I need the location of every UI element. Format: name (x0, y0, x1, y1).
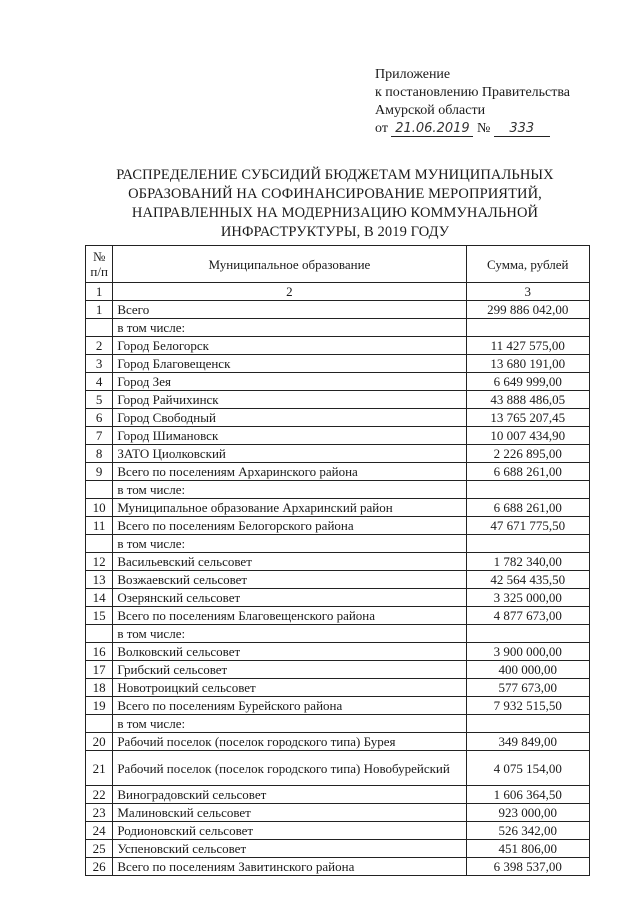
row-sum: 43 888 486,05 (466, 391, 589, 409)
row-sum: 299 886 042,00 (466, 301, 589, 319)
row-sum: 1 606 364,50 (466, 786, 589, 804)
table-row (86, 463, 590, 481)
row-municipality: Всего по поселениям Бурейского района (113, 697, 466, 715)
table-row (86, 571, 590, 589)
number-label: № (476, 121, 491, 136)
col-number-1: 1 (86, 283, 113, 301)
row-sum: 11 427 575,00 (466, 337, 589, 355)
row-municipality: Озерянский сельсовет (113, 589, 466, 607)
row-number: 9 (86, 463, 113, 481)
row-number: 6 (86, 409, 113, 427)
row-municipality: Всего (113, 301, 466, 319)
decree-date-line (375, 120, 570, 138)
table-row (86, 535, 590, 553)
row-sum (466, 535, 589, 553)
row-sum: 451 806,00 (466, 840, 589, 858)
row-number: 11 (86, 517, 113, 535)
row-municipality: Новотроицкий сельсовет (113, 679, 466, 697)
appendix-header (375, 66, 570, 138)
row-municipality: Виноградовский сельсовет (113, 786, 466, 804)
table-row (86, 319, 590, 337)
header-sum: Сумма, рублей (466, 246, 589, 283)
row-number (86, 715, 113, 733)
row-municipality: Всего по поселениям Благовещенского района (113, 607, 466, 625)
row-number: 18 (86, 679, 113, 697)
table-row (86, 553, 590, 571)
row-number: 19 (86, 697, 113, 715)
row-municipality: Город Райчихинск (113, 391, 466, 409)
row-sum: 6 688 261,00 (466, 499, 589, 517)
row-municipality: Город Зея (113, 373, 466, 391)
table-row (86, 589, 590, 607)
row-municipality: ЗАТО Циолковский (113, 445, 466, 463)
table-row (86, 804, 590, 822)
header-municipality: Муниципальное образование (113, 246, 466, 283)
table-row (86, 355, 590, 373)
table-row (86, 661, 590, 679)
col-number-3: 3 (466, 283, 589, 301)
row-number: 4 (86, 373, 113, 391)
table-row (86, 607, 590, 625)
row-municipality: Грибский сельсовет (113, 661, 466, 679)
table-row (86, 445, 590, 463)
header-no: № п/п (86, 246, 113, 283)
row-municipality: Малиновский сельсовет (113, 804, 466, 822)
table-row (86, 499, 590, 517)
table-row (86, 858, 590, 876)
row-municipality: Всего по поселениям Белогорского района (113, 517, 466, 535)
row-number: 25 (86, 840, 113, 858)
row-municipality: Рабочий поселок (поселок городского типа) Бурея (113, 733, 466, 751)
row-sum: 6 649 999,00 (466, 373, 589, 391)
row-municipality: Город Белогорск (113, 337, 466, 355)
row-municipality: в том числе: (113, 715, 466, 733)
row-number: 3 (86, 355, 113, 373)
table-row (86, 409, 590, 427)
row-sum: 10 007 434,90 (466, 427, 589, 445)
row-sum: 4 877 673,00 (466, 607, 589, 625)
row-number: 22 (86, 786, 113, 804)
table-row (86, 679, 590, 697)
table-row (86, 301, 590, 319)
row-number: 8 (86, 445, 113, 463)
table-row (86, 643, 590, 661)
table-row (86, 427, 590, 445)
table-row (86, 840, 590, 858)
region-name: Амурской области (375, 103, 486, 118)
row-sum: 923 000,00 (466, 804, 589, 822)
row-sum (466, 715, 589, 733)
row-number: 7 (86, 427, 113, 445)
row-sum: 1 782 340,00 (466, 553, 589, 571)
row-sum: 6 398 537,00 (466, 858, 589, 876)
decree-number: 333 (494, 122, 550, 137)
row-municipality: Муниципальное образование Архаринский район (113, 499, 466, 517)
row-municipality: Васильевский сельсовет (113, 553, 466, 571)
row-municipality: Рабочий поселок (поселок городского типа) Новобурейский (113, 751, 466, 786)
row-sum: 13 765 207,45 (466, 409, 589, 427)
row-sum: 3 900 000,00 (466, 643, 589, 661)
row-sum: 3 325 000,00 (466, 589, 589, 607)
from-label: от (375, 121, 388, 136)
row-number: 10 (86, 499, 113, 517)
row-municipality: Возжаевский сельсовет (113, 571, 466, 589)
subsidy-table (85, 245, 590, 876)
row-sum: 6 688 261,00 (466, 463, 589, 481)
row-number: 2 (86, 337, 113, 355)
appendix-label: Приложение (375, 67, 451, 82)
table-row (86, 337, 590, 355)
table-row (86, 751, 590, 786)
row-sum: 47 671 775,50 (466, 517, 589, 535)
table-row (86, 697, 590, 715)
row-sum: 526 342,00 (466, 822, 589, 840)
row-municipality: Волковский сельсовет (113, 643, 466, 661)
row-number: 24 (86, 822, 113, 840)
row-number: 21 (86, 751, 113, 786)
row-municipality: Успеновский сельсовет (113, 840, 466, 858)
row-municipality: Город Свободный (113, 409, 466, 427)
table-row (86, 625, 590, 643)
document-title: РАСПРЕДЕЛЕНИЕ СУБСИДИЙ БЮДЖЕТАМ МУНИЦИПАЛЬНЫХ ОБРАЗОВАНИЙ НА СОФИНАНСИРОВАНИЕ МЕРОПРИЯТИЙ, НАПРАВЛЕННЫХ НА МОДЕРНИЗАЦИЮ КОММУНАЛЬНОЙ ИНФРАСТРУКТУРЫ, В 2019 ГОДУ (116, 167, 554, 240)
table-row (86, 733, 590, 751)
row-municipality: Всего по поселениям Архаринского района (113, 463, 466, 481)
row-number: 14 (86, 589, 113, 607)
row-number: 17 (86, 661, 113, 679)
table-row (86, 517, 590, 535)
row-number (86, 535, 113, 553)
row-number (86, 319, 113, 337)
row-municipality: в том числе: (113, 319, 466, 337)
row-municipality: Всего по поселениям Завитинского района (113, 858, 466, 876)
row-municipality: Родионовский сельсовет (113, 822, 466, 840)
row-number: 15 (86, 607, 113, 625)
row-municipality: в том числе: (113, 481, 466, 499)
row-number: 13 (86, 571, 113, 589)
table-row (86, 786, 590, 804)
row-number (86, 625, 113, 643)
row-sum: 2 226 895,00 (466, 445, 589, 463)
row-sum: 349 849,00 (466, 733, 589, 751)
row-number: 12 (86, 553, 113, 571)
row-municipality: в том числе: (113, 535, 466, 553)
table-row (86, 481, 590, 499)
decree-date: 21.06.2019 (391, 122, 473, 137)
table-row (86, 373, 590, 391)
col-number-2: 2 (113, 283, 466, 301)
row-sum: 42 564 435,50 (466, 571, 589, 589)
row-number: 16 (86, 643, 113, 661)
row-municipality: Город Благовещенск (113, 355, 466, 373)
row-number: 23 (86, 804, 113, 822)
table-row (86, 822, 590, 840)
row-number: 20 (86, 733, 113, 751)
row-sum (466, 319, 589, 337)
row-sum: 7 932 515,50 (466, 697, 589, 715)
row-number: 1 (86, 301, 113, 319)
row-sum (466, 625, 589, 643)
row-number: 5 (86, 391, 113, 409)
row-number: 26 (86, 858, 113, 876)
row-number (86, 481, 113, 499)
row-sum: 4 075 154,00 (466, 751, 589, 786)
decree-reference: к постановлению Правительства (375, 85, 571, 100)
row-municipality: в том числе: (113, 625, 466, 643)
table-row (86, 715, 590, 733)
table-row (86, 391, 590, 409)
row-sum: 13 680 191,00 (466, 355, 589, 373)
row-sum: 577 673,00 (466, 679, 589, 697)
row-sum: 400 000,00 (466, 661, 589, 679)
row-municipality: Город Шимановск (113, 427, 466, 445)
row-sum (466, 481, 589, 499)
